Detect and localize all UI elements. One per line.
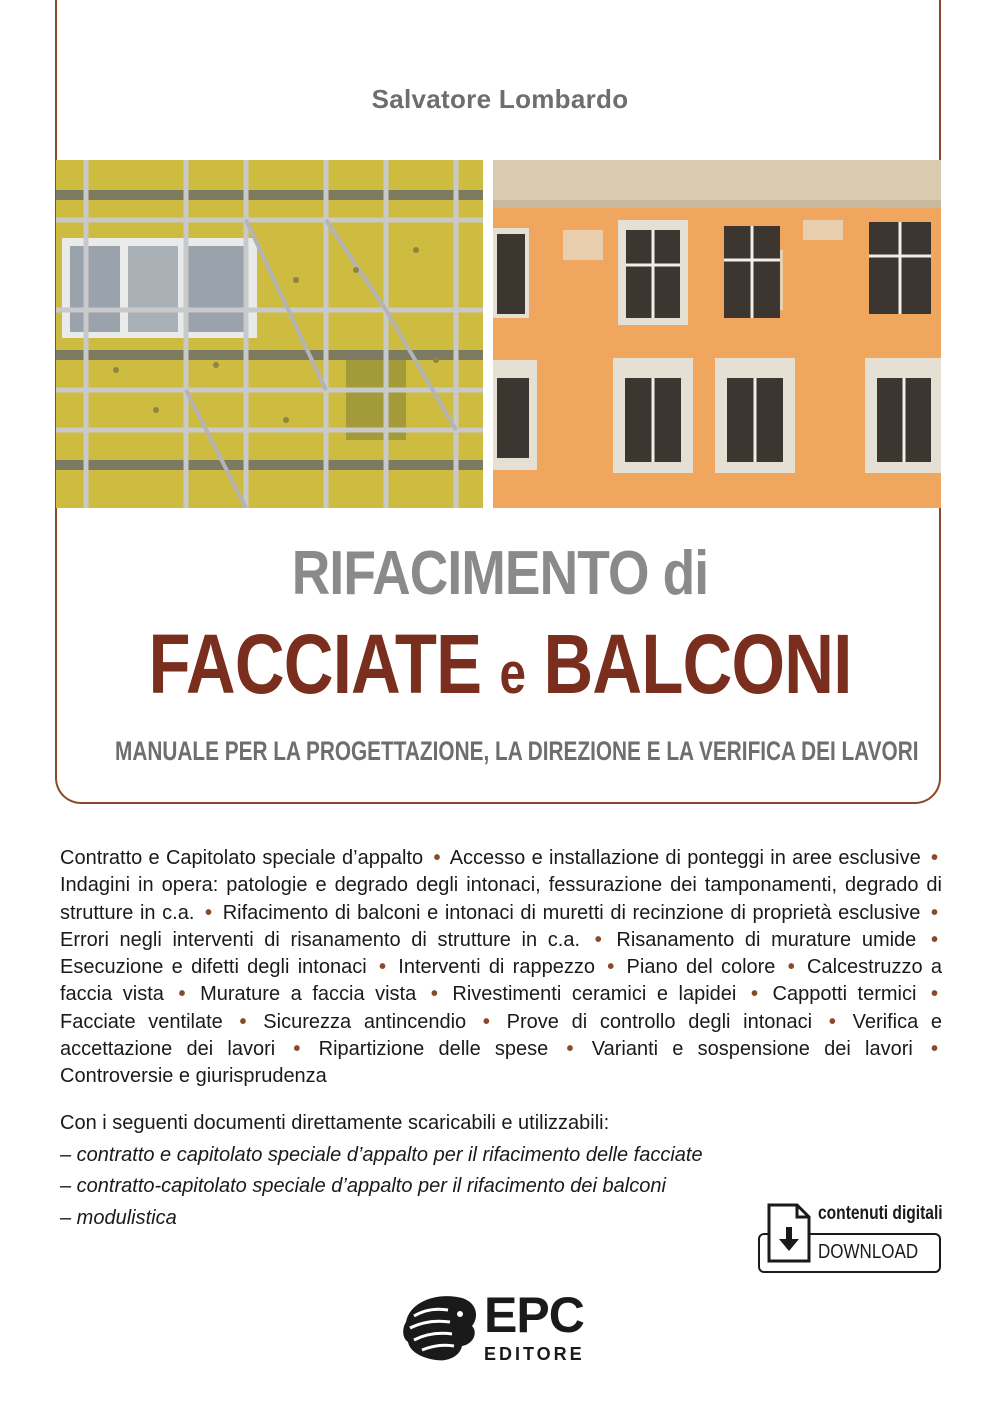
title-rifacimento: RIFACIMENTO (291, 539, 649, 608)
publisher-sub: EDITORE (484, 1344, 585, 1364)
topic-item: Prove di controllo degli intonaci (506, 1010, 813, 1033)
topic-bullet: • (239, 1010, 247, 1033)
topic-item: Contratto e Capitolato speciale d’appalto (60, 847, 424, 869)
topic-item: Errori negli interventi di risanamento di strutture in c.a. (60, 928, 581, 951)
topic-item: Rifacimento di balconi e intonaci di muretti di recinzione di proprietà esclusive (222, 901, 921, 924)
topic-bullet: • (930, 928, 938, 951)
topic-bullet: • (205, 901, 213, 924)
publisher-name: EPC (484, 1287, 584, 1343)
topic-bullet: • (931, 847, 939, 869)
title-facciate: FACCIATE (148, 617, 482, 711)
topic-item: Facciate ventilate (60, 1010, 223, 1033)
topic-bullet: • (930, 901, 938, 924)
topic-item: Cappotti termici (772, 983, 917, 1006)
topic-bullet: • (482, 1010, 490, 1033)
title-balconi: BALCONI (543, 617, 852, 711)
topic-item: Piano del colore (626, 956, 776, 979)
topic-item: Controversie e giurisprudenza (60, 1065, 327, 1088)
topic-item: Indagini in opera: patologie e degrado degli intonaci, fessurazione dei tamponamenti, degrado di strutture in c.a. (60, 874, 942, 924)
topic-bullet: • (607, 956, 615, 979)
topic-bullet: • (178, 983, 186, 1006)
topic-bullet: • (430, 983, 438, 1006)
topic-bullet: • (433, 847, 441, 869)
topic-item: Accesso e installazione di ponteggi in aree esclusive (449, 847, 921, 869)
download-heading: contenuti digitali (818, 1203, 943, 1224)
topic-bullet: • (378, 956, 386, 979)
document-item: – contratto e capitolato speciale d’appalto per il rifacimento delle facciate (60, 1144, 703, 1166)
topics-paragraph (60, 845, 942, 1091)
document-item: – modulistica (60, 1207, 177, 1229)
documents-intro: Con i seguenti documenti direttamente scaricabili e utilizzabili: (60, 1112, 610, 1134)
facade-photo (493, 160, 941, 508)
topic-item: Verifica e accettazione dei lavori (60, 1010, 943, 1061)
scaffolding-photo (56, 160, 483, 508)
topic-bullet: • (750, 983, 758, 1006)
author-name: Salvatore Lombardo (371, 84, 629, 114)
subtitle: MANUALE PER LA PROGETTAZIONE, LA DIREZIONE E LA VERIFICA DEI LAVORI (115, 736, 919, 766)
topic-bullet: • (293, 1038, 301, 1061)
topic-item: Risanamento di murature umide (616, 928, 917, 951)
lion-logo-icon (400, 1292, 480, 1364)
title-e: e (499, 641, 526, 706)
title-di: di (662, 539, 709, 608)
topic-bullet: • (566, 1038, 574, 1061)
topic-bullet: • (594, 928, 602, 951)
topic-bullet: • (828, 1010, 836, 1033)
download-label: DOWNLOAD (818, 1241, 919, 1263)
topic-item: Murature a faccia vista (200, 983, 417, 1006)
topic-item: Interventi di rappezzo (398, 956, 595, 979)
title-line-2 (90, 616, 910, 713)
topic-item: Calcestruzzo a faccia vista (60, 956, 943, 1006)
topic-bullet: • (931, 1038, 939, 1061)
topic-item: Sicurezza antincendio (263, 1010, 467, 1033)
topic-bullet: • (787, 956, 795, 979)
topic-item: Ripartizione delle spese (318, 1038, 549, 1061)
file-download-icon (767, 1203, 811, 1265)
topic-item: Rivestimenti ceramici e lapidei (452, 983, 737, 1006)
topic-item: Varianti e sospensione dei lavori (591, 1038, 913, 1061)
topic-item: Esecuzione e difetti degli intonaci (60, 956, 367, 979)
title-line-1 (70, 538, 930, 609)
document-item: – contratto-capitolato speciale d’appalto per il rifacimento dei balconi (60, 1175, 666, 1197)
topic-bullet: • (931, 983, 939, 1006)
